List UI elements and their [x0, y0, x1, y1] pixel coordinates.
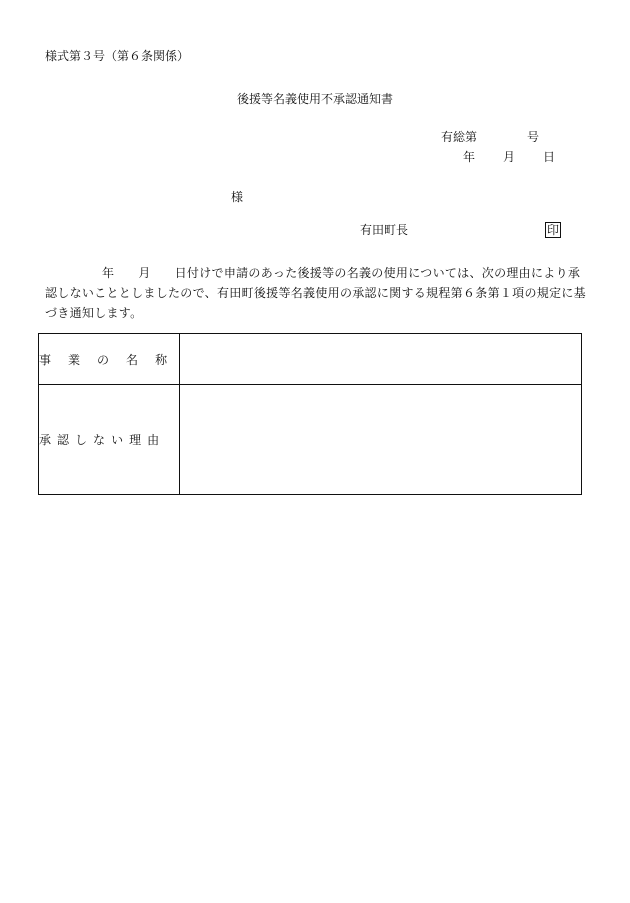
project-name-label: 事 業 の 名 称: [39, 334, 180, 385]
body-month: 月: [138, 266, 151, 280]
reference-prefix: 有総第: [441, 130, 478, 144]
date-day: 日: [543, 150, 556, 164]
body-text: 日付けで申請のあった後援等の名義の使用については、次の理由により承認しないこととしましたので、有田町後援等名義使用の承認に関する規程第６条第１項の規定に基づき通知します。: [45, 266, 586, 320]
addressee-suffix: 様: [231, 190, 244, 204]
seal-mark: 印: [547, 223, 560, 237]
body-year: 年: [102, 266, 115, 280]
document-title: 後援等名義使用不承認通知書: [236, 92, 393, 106]
form-number-label: 様式第３号（第６条関係）: [45, 49, 190, 63]
notification-body: [45, 263, 590, 323]
table-row: [39, 385, 582, 495]
project-name-value: [180, 334, 582, 385]
reference-number: [441, 131, 539, 143]
details-table: [38, 333, 582, 495]
date-year: 年: [463, 150, 476, 164]
table-row: [39, 334, 582, 385]
date-month: 月: [503, 150, 516, 164]
issue-date: [463, 151, 555, 163]
sender-name: 有田町長: [360, 223, 409, 237]
rejection-reason-label: 承 認 し な い 理 由: [39, 385, 180, 495]
rejection-reason-value: [180, 385, 582, 495]
reference-suffix: 号: [527, 130, 540, 144]
